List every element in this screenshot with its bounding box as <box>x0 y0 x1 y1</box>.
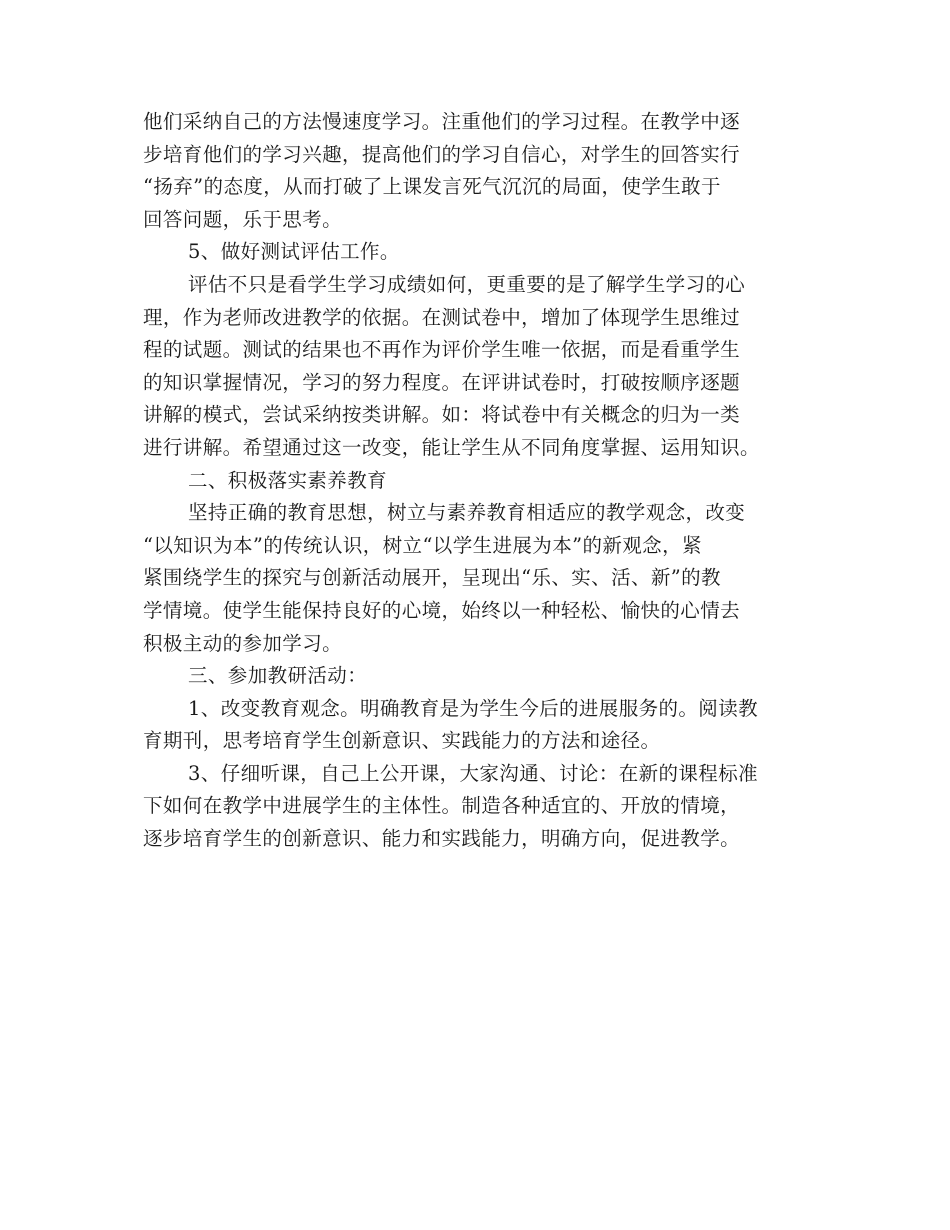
text-line: 育期刊，思考培育学生创新意识、实践能力的方法和途径。 <box>143 729 661 753</box>
text-line: 坚持正确的教育思想，树立与素养教育相适应的教学观念，改变 <box>188 501 746 525</box>
text-line: 讲解的模式，尝试采纳按类讲解。如：将试卷中有关概念的归为一类 <box>143 403 741 427</box>
text-line: 回答问题，乐于思考。 <box>143 207 343 231</box>
text-line: 逐步培育学生的创新意识、能力和实践能力，明确方向，促进教学。 <box>143 827 741 851</box>
document-body <box>143 106 813 856</box>
text-line: “扬弃”的态度，从而打破了上课发言死气沉沉的局面，使学生敢于 <box>143 175 721 199</box>
section-heading: 三、参加教研活动： <box>188 664 368 688</box>
text-line: 理，作为老师改进教学的依据。在测试卷中，增加了体现学生思维过 <box>143 305 741 329</box>
text-line: 3、仔细听课，自己上公开课，大家沟通、讨论：在新的课程标准 <box>188 761 759 785</box>
text-line: 积极主动的参加学习。 <box>143 631 343 655</box>
text-line: 学情境。使学生能保持良好的心境，始终以一种轻松、愉快的心情去 <box>143 598 741 622</box>
text-line: 的知识掌握情况，学习的努力程度。在评讲试卷时，打破按顺序逐题 <box>143 370 741 394</box>
text-line: “以知识为本”的传统认识，树立“以学生进展为本”的新观念，紧 <box>143 533 702 557</box>
text-line: 程的试题。测试的结果也不再作为评价学生唯一依据，而是看重学生 <box>143 338 741 362</box>
text-line: 步培育他们的学习兴趣，提高他们的学习自信心，对学生的回答实行 <box>143 142 741 166</box>
section-heading: 5、做好测试评估工作。 <box>188 240 400 264</box>
text-line: 评估不只是看学生学习成绩如何，更重要的是了解学生学习的心 <box>188 272 746 296</box>
text-line: 他们采纳自己的方法慢速度学习。注重他们的学习过程。在教学中逐 <box>143 110 741 133</box>
text-line: 下如何在教学中进展学生的主体性。制造各种适宜的、开放的情境， <box>143 794 741 818</box>
text-line: 紧围绕学生的探究与创新活动展开，呈现出“乐、实、活、新”的教 <box>143 566 721 590</box>
text-line: 进行讲解。希望通过这一改变，能让学生从不同角度掌握、运用知识。 <box>143 435 760 459</box>
section-heading: 二、积极落实素养教育 <box>188 468 388 492</box>
text-line: 1、改变教育观念。明确教育是为学生今后的进展服务的。阅读教 <box>188 696 759 720</box>
